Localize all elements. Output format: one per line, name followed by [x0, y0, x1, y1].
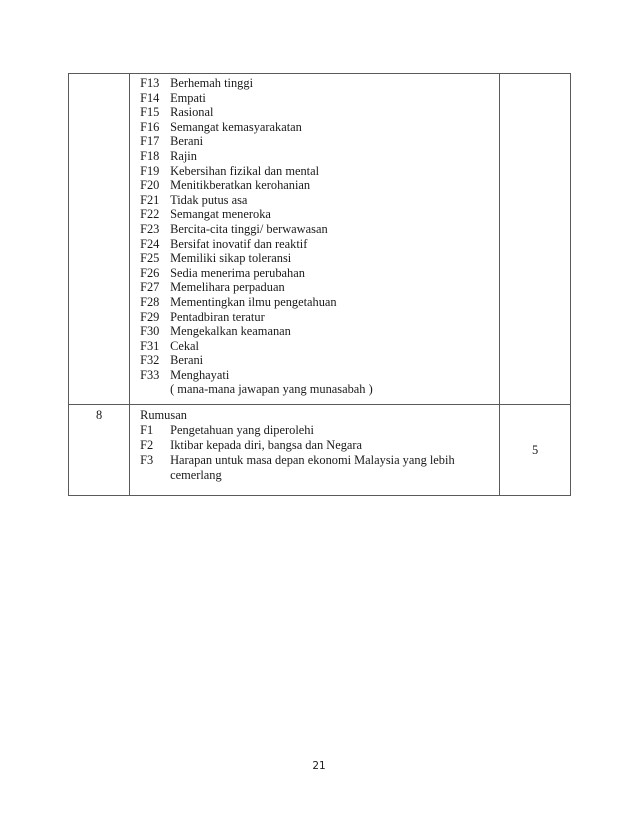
item-text: Mementingkan ilmu pengetahuan — [170, 294, 337, 309]
item-text: Sedia menerima perubahan — [170, 265, 305, 280]
item-text: Bersifat inovatif dan reaktif — [170, 236, 308, 251]
item-code: F23 — [140, 221, 160, 236]
list-item — [140, 438, 499, 453]
item-text: Menghayati — [170, 367, 230, 382]
list-item — [140, 339, 499, 354]
list-item — [140, 149, 499, 164]
item-text: Cekal — [170, 338, 199, 353]
list-item — [140, 310, 499, 325]
table-row — [69, 74, 571, 405]
list-item — [140, 280, 499, 295]
answer-content-cell — [130, 74, 500, 405]
item-text: Rasional — [170, 105, 214, 120]
item-text: Kebersihan fizikal dan mental — [170, 163, 320, 178]
item-text: Memelihara perpaduan — [170, 280, 285, 295]
list-item — [140, 134, 499, 149]
marking-scheme-table — [68, 73, 571, 496]
list-item — [140, 251, 499, 266]
item-code: F24 — [140, 236, 160, 251]
answer-content-cell — [130, 405, 500, 496]
item-text: Pentadbiran teratur — [170, 309, 265, 324]
list-item — [140, 353, 499, 368]
item-code: F25 — [140, 251, 160, 266]
list-item — [140, 105, 499, 120]
item-code: F19 — [140, 163, 160, 178]
item-code: F2 — [140, 438, 154, 452]
item-code: F18 — [140, 148, 160, 163]
item-code: F28 — [140, 294, 160, 309]
item-code: F14 — [140, 90, 160, 105]
page-number: 21 — [312, 760, 326, 772]
item-code: F3 — [140, 453, 154, 467]
item-text: Berani — [170, 353, 204, 368]
item-text: Pengetahuan yang diperolehi — [170, 423, 314, 437]
item-code: F20 — [140, 178, 160, 193]
list-item — [140, 164, 499, 179]
list-item — [140, 120, 499, 135]
item-text: Semangat kemasyarakatan — [170, 119, 302, 134]
list-item — [140, 295, 499, 310]
mark-cell — [500, 74, 571, 405]
list-item — [140, 222, 499, 237]
item-text: Menitikberatkan kerohanian — [170, 178, 311, 193]
item-text: Berani — [170, 134, 204, 149]
item-text: Tidak putus asa — [170, 192, 248, 207]
section-heading: Rumusan — [140, 408, 187, 422]
item-code: F26 — [140, 265, 160, 280]
mark-cell: 5 — [500, 405, 571, 496]
list-item — [140, 368, 499, 383]
list-item — [140, 266, 499, 281]
list-item — [140, 91, 499, 106]
table-row — [69, 405, 571, 496]
item-code: F22 — [140, 207, 160, 222]
list-item — [140, 207, 499, 222]
item-text: Empati — [170, 90, 206, 105]
item-text: Rajin — [170, 148, 197, 163]
answer-list — [140, 74, 499, 382]
item-text: Berhemah tinggi — [170, 76, 254, 90]
list-item — [140, 193, 499, 208]
item-text: Memiliki sikap toleransi — [170, 251, 292, 266]
item-code: F17 — [140, 134, 160, 149]
list-item — [140, 237, 499, 252]
list-item — [140, 324, 499, 339]
item-code: F31 — [140, 338, 160, 353]
item-code: F13 — [140, 76, 160, 90]
item-code: F27 — [140, 280, 160, 295]
item-text: Iktibar kepada diri, bangsa dan Negara — [170, 438, 363, 452]
item-text: Harapan untuk masa depan ekonomi Malaysia yang lebih cemerlang — [170, 453, 455, 482]
list-item — [140, 453, 499, 483]
question-number-cell: 8 — [69, 405, 130, 496]
question-number-cell — [69, 74, 130, 405]
item-code: F29 — [140, 309, 160, 324]
item-text: Mengekalkan keamanan — [170, 324, 291, 339]
list-item — [140, 76, 499, 91]
item-text: Semangat meneroka — [170, 207, 271, 222]
item-code: F32 — [140, 353, 160, 368]
item-code: F33 — [140, 367, 160, 382]
list-item — [140, 423, 499, 438]
item-code: F1 — [140, 423, 154, 437]
answer-list — [140, 423, 499, 483]
item-code: F30 — [140, 324, 160, 339]
list-item — [140, 178, 499, 193]
item-code: F15 — [140, 105, 160, 120]
item-code: F16 — [140, 119, 160, 134]
answer-note: ( mana-mana jawapan yang munasabah ) — [170, 382, 373, 397]
item-code: F21 — [140, 192, 160, 207]
item-text: Bercita-cita tinggi/ berwawasan — [170, 221, 328, 236]
